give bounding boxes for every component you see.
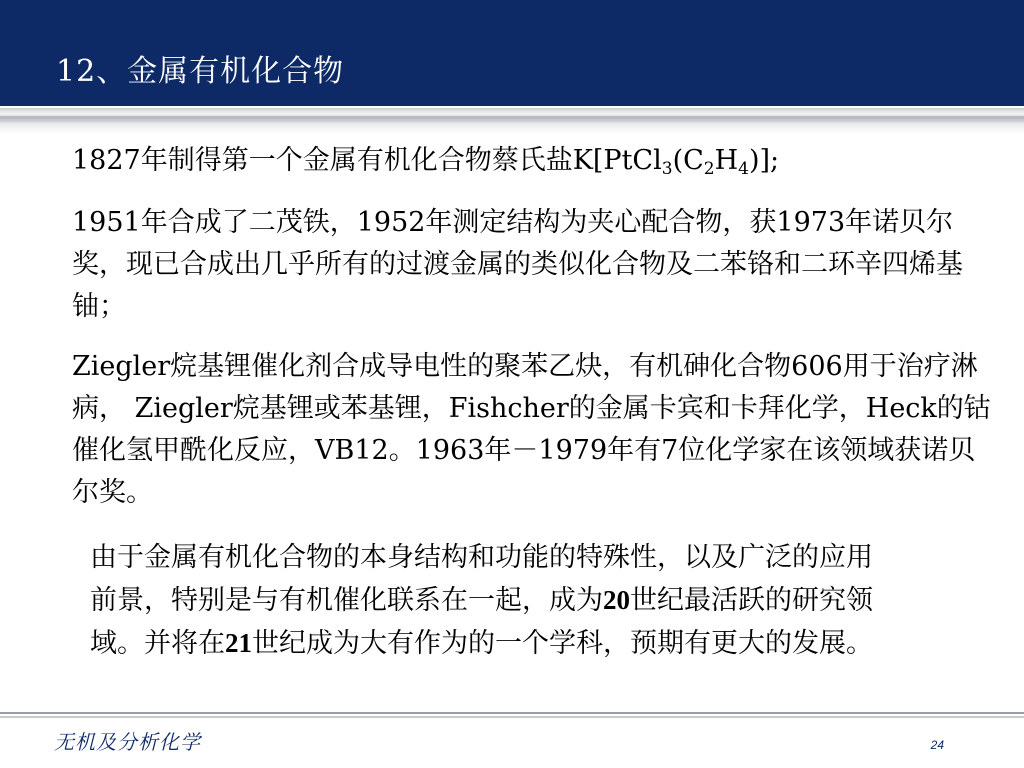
summary-paragraph (90, 536, 890, 665)
paragraph-ziegler: Ziegler烷基锂催化剂合成导电性的聚苯乙炔，有机砷化合物606用于治疗淋病， Ziegler烷基锂或苯基锂，Fishcher的金属卡宾和卡拜化学，Heck的钴催化氢甲酰化反应，VB12。1963年－1979年有7位化学家在该领域获诺贝尔奖。 (72, 351, 991, 508)
footer-divider (0, 712, 1024, 720)
p1-suffix: )]; (748, 145, 780, 176)
page-number: 24 (930, 738, 944, 752)
summary-number-21: 21 (225, 628, 252, 658)
p1-subscript-2: 2 (703, 159, 715, 179)
p1-subscript-4: 4 (738, 159, 749, 179)
summary-part2: 世纪最活跃的研究领域。并将在 (90, 585, 873, 659)
paragraph-ferrocene: 1951年合成了二茂铁，1952年测定结构为夹心配合物，获1973年诺贝尔奖，现已合成出几乎所有的过渡金属的类似化合物及二苯铬和二环辛四烯基铀； (72, 207, 963, 322)
p1-prefix: 1827年制得第一个金属有机化合物蔡氏盐K[PtCl (72, 145, 662, 176)
summary-number-20: 20 (603, 585, 630, 615)
footer-course-title: 无机及分析化学 (54, 730, 201, 754)
p1-mid1: (C (672, 145, 704, 176)
summary-part3: 世纪成为大有作为的一个学科，预期有更大的发展。 (252, 628, 873, 659)
summary-part1: 由于金属有机化合物的本身结构和功能的特殊性，以及广泛的应用前景，特别是与有机催化联系在一起，成为 (90, 542, 873, 616)
p1-mid2: H (714, 145, 739, 176)
p1-subscript-3: 3 (661, 159, 673, 179)
title-bar (0, 0, 1024, 106)
paragraph-zeise-salt (72, 140, 779, 190)
title-divider (0, 108, 1024, 134)
slide-title: 12、金属有机化合物 (56, 54, 345, 89)
